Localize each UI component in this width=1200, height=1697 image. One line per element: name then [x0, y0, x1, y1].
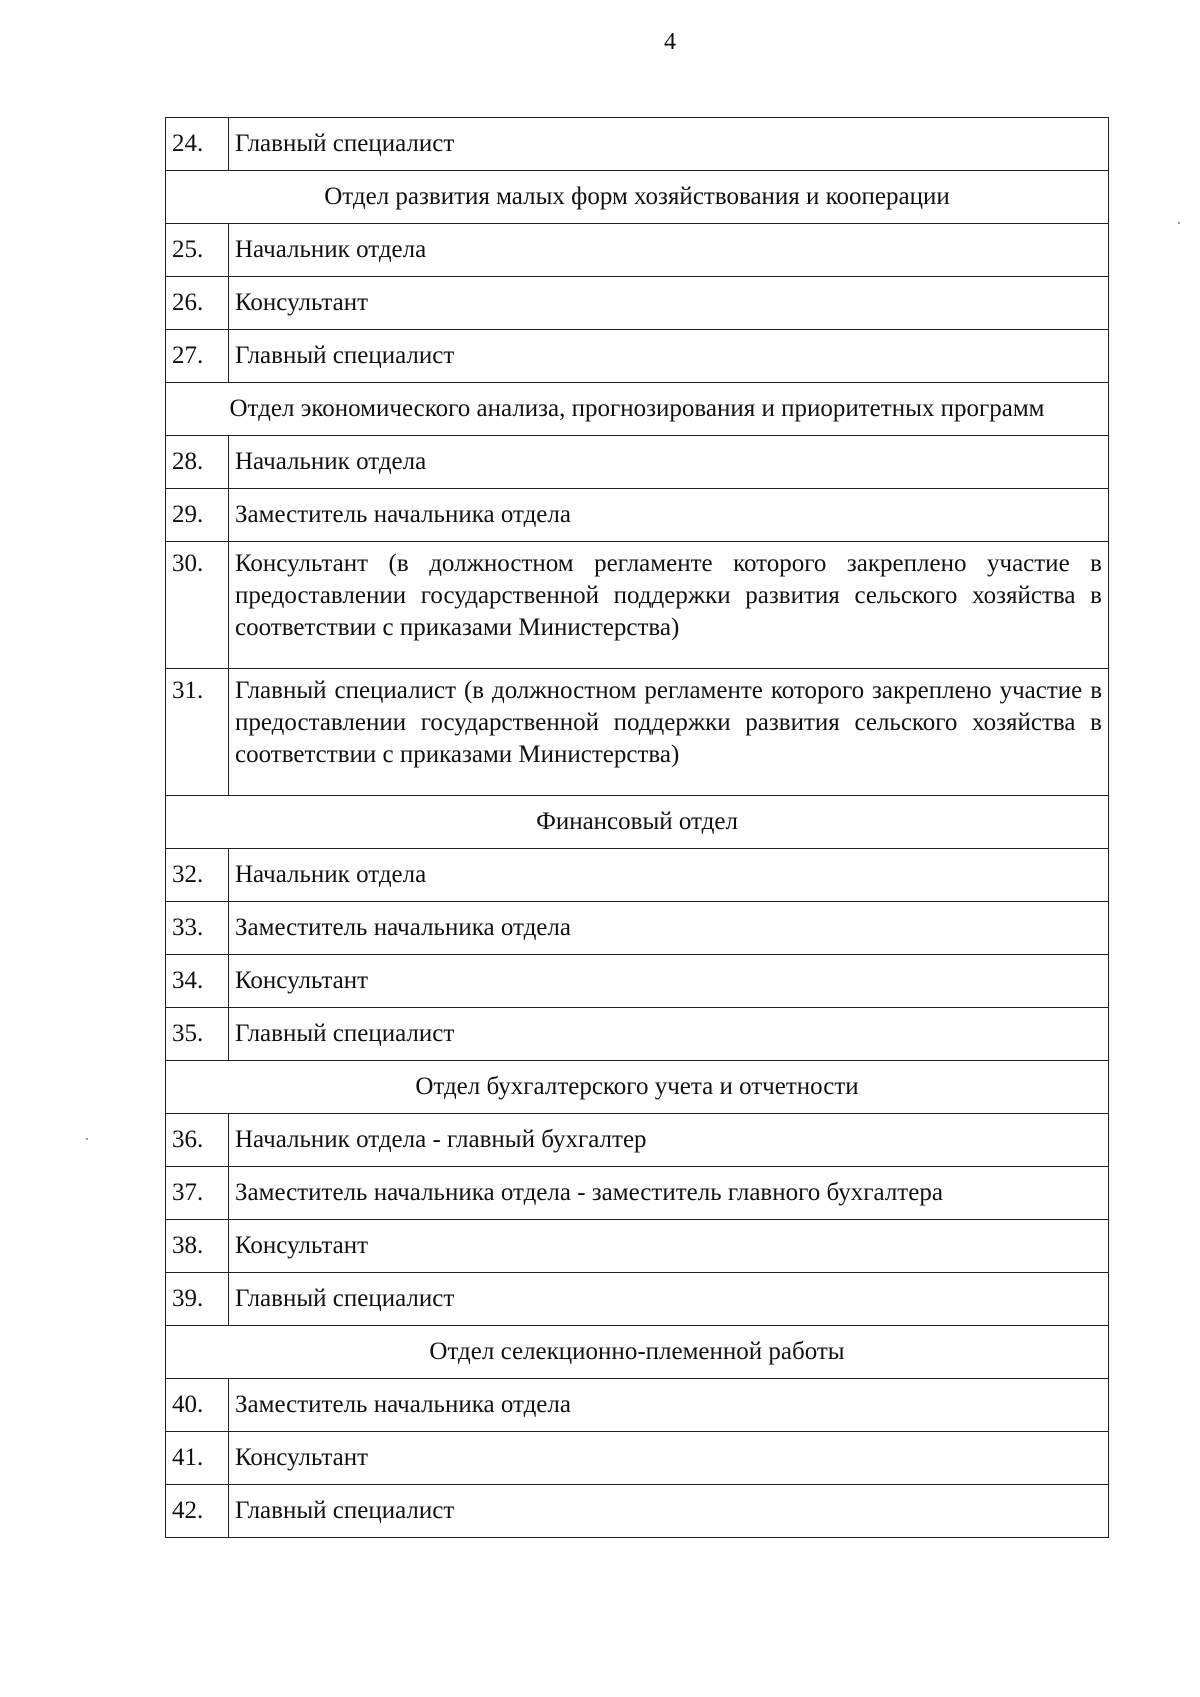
row-number: 40. [166, 1379, 229, 1432]
position-title: Консультант [229, 1220, 1109, 1273]
section-header-row [166, 1326, 1109, 1379]
table-row [166, 1220, 1109, 1273]
position-title: Главный специалист [229, 118, 1109, 171]
position-title: Консультант [229, 955, 1109, 1008]
position-title: Начальник отдела [229, 849, 1109, 902]
table-row [166, 902, 1109, 955]
section-title: Отдел развития малых форм хозяйствования и кооперации [166, 171, 1109, 224]
row-number: 32. [166, 849, 229, 902]
row-number: 24. [166, 118, 229, 171]
position-title: Заместитель начальника отдела [229, 489, 1109, 542]
row-number: 31. [166, 669, 229, 796]
table-row [166, 436, 1109, 489]
table-row [166, 669, 1109, 796]
row-number: 38. [166, 1220, 229, 1273]
table-row [166, 1432, 1109, 1485]
section-title: Финансовый отдел [166, 796, 1109, 849]
row-number: 25. [166, 224, 229, 277]
row-number: 28. [166, 436, 229, 489]
positions-table [165, 117, 1109, 1538]
position-title: Главный специалист [229, 1273, 1109, 1326]
position-title: Консультант [229, 277, 1109, 330]
table-row [166, 1114, 1109, 1167]
table-row [166, 1379, 1109, 1432]
position-title: Заместитель начальника отдела [229, 902, 1109, 955]
section-header-row [166, 1061, 1109, 1114]
table-row [166, 330, 1109, 383]
table-row [166, 1008, 1109, 1061]
row-number: 29. [166, 489, 229, 542]
row-number: 35. [166, 1008, 229, 1061]
row-number: 37. [166, 1167, 229, 1220]
section-header-row [166, 383, 1109, 436]
position-title: Главный специалист [229, 1485, 1109, 1538]
position-title: Начальник отдела [229, 224, 1109, 277]
row-number: 34. [166, 955, 229, 1008]
row-number: 39. [166, 1273, 229, 1326]
page-number: 4 [664, 29, 676, 55]
section-title: Отдел селекционно-племенной работы [166, 1326, 1109, 1379]
section-title: Отдел экономического анализа, прогнозирования и приоритетных программ [166, 383, 1109, 436]
position-title: Консультант (в должностном регламенте которого закреплено участие в предоставлении государственной поддержки развития сельского хозяйства в соответствии с приказами Министерства) [229, 542, 1109, 669]
position-title: Главный специалист [229, 1008, 1109, 1061]
section-header-row [166, 796, 1109, 849]
position-title: Заместитель начальника отдела - заместитель главного бухгалтера [229, 1167, 1109, 1220]
position-title: Начальник отдела - главный бухгалтер [229, 1114, 1109, 1167]
table-row [166, 849, 1109, 902]
section-title: Отдел бухгалтерского учета и отчетности [166, 1061, 1109, 1114]
row-number: 41. [166, 1432, 229, 1485]
table-row [166, 224, 1109, 277]
scan-speck [1178, 222, 1180, 224]
row-number: 42. [166, 1485, 229, 1538]
table-row [166, 955, 1109, 1008]
table-row [166, 118, 1109, 171]
row-number: 27. [166, 330, 229, 383]
position-title: Заместитель начальника отдела [229, 1379, 1109, 1432]
table-row [166, 1273, 1109, 1326]
table-row [166, 542, 1109, 669]
section-header-row [166, 171, 1109, 224]
table-row [166, 1167, 1109, 1220]
position-title: Начальник отдела [229, 436, 1109, 489]
table-row [166, 277, 1109, 330]
row-number: 30. [166, 542, 229, 669]
position-title: Главный специалист (в должностном регламенте которого закреплено участие в предоставлении государственной поддержки развития сельского хозяйства в соответствии с приказами Министерства) [229, 669, 1109, 796]
row-number: 36. [166, 1114, 229, 1167]
position-title: Главный специалист [229, 330, 1109, 383]
table-row [166, 1485, 1109, 1538]
position-title: Консультант [229, 1432, 1109, 1485]
row-number: 26. [166, 277, 229, 330]
table-row [166, 489, 1109, 542]
scan-speck [86, 1138, 88, 1140]
row-number: 33. [166, 902, 229, 955]
